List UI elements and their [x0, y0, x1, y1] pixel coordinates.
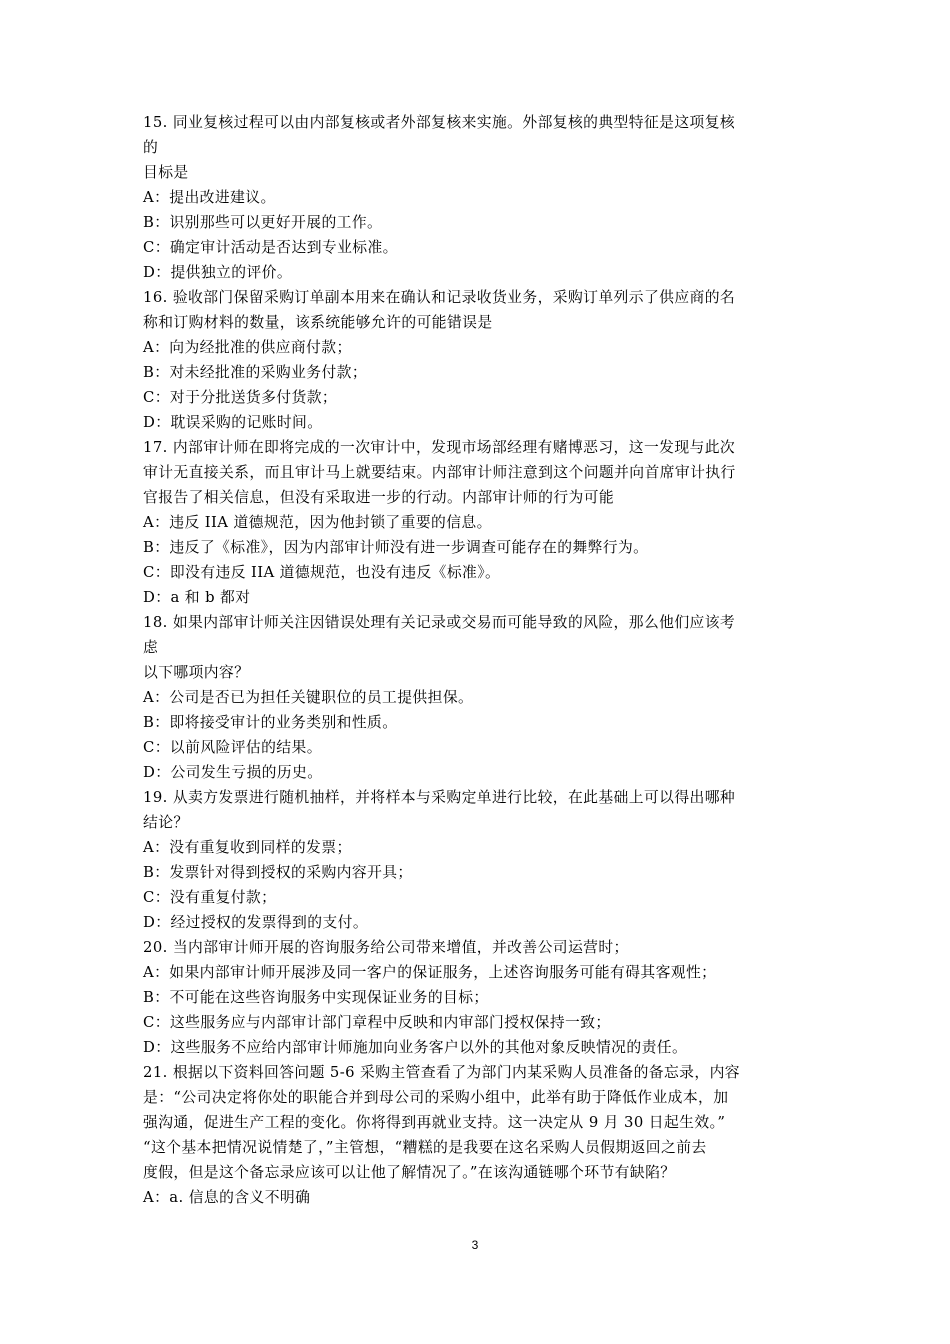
text-line: D：这些服务不应给内部审计师施加向业务客户以外的其他对象反映情况的责任。 — [143, 1039, 688, 1056]
text-line: 18. 如果内部审计师关注因错误处理有关记录或交易而可能导致的风险，那么他们应该考 — [143, 614, 736, 631]
text-line: 15. 同业复核过程可以由内部复核或者外部复核来实施。外部复核的典型特征是这项复核 — [143, 114, 736, 131]
text-line: B：发票针对得到授权的采购内容开具； — [143, 864, 413, 881]
text-line: 强沟通，促进生产工程的变化。你将得到再就业支持。这一决定从 9 月 30 日起生效。” — [143, 1114, 726, 1131]
text-line: A：公司是否已为担任关键职位的员工提供担保。 — [143, 689, 474, 706]
text-line: A：违反 IIA 道德规范，因为他封锁了重要的信息。 — [143, 514, 492, 531]
page-number: 3 — [471, 1238, 479, 1252]
text-line: A：提出改进建议。 — [143, 189, 276, 206]
text-line: D：耽误采购的记账时间。 — [143, 414, 323, 431]
text-line: B：违反了《标准》，因为内部审计师没有进一步调查可能存在的舞弊行为。 — [143, 539, 649, 556]
text-line: C：即没有违反 IIA 道德规范，也没有违反《标准》。 — [143, 564, 501, 581]
text-line: 20. 当内部审计师开展的咨询服务给公司带来增值，并改善公司运营时； — [143, 939, 629, 956]
text-line: C：确定审计活动是否达到专业标准。 — [143, 239, 398, 256]
text-line: D：公司发生亏损的历史。 — [143, 764, 323, 781]
text-line: A：如果内部审计师开展涉及同一客户的保证服务，上述咨询服务可能有碍其客观性； — [143, 964, 717, 981]
text-line: 以下哪项内容？ — [143, 664, 250, 681]
text-line: 目标是 — [143, 164, 189, 181]
text-line: 结论？ — [143, 814, 189, 831]
text-line: 17. 内部审计师在即将完成的一次审计中，发现市场部经理有赌博恶习，这一发现与此次 — [143, 439, 736, 456]
text-line: 是：“公司决定将你处的职能合并到母公司的采购小组中，此举有助于降低作业成本，加 — [143, 1089, 729, 1106]
text-line: 度假，但是这个备忘录应该可以让他了解情况了。”在该沟通链哪个环节有缺陷？ — [143, 1164, 676, 1181]
text-line: D：提供独立的评价。 — [143, 264, 293, 281]
text-line: 21. 根据以下资料回答问题 5-6 采购主管查看了为部门内某采购人员准备的备忘录，内容 — [143, 1064, 740, 1081]
text-line: 虑 — [143, 639, 159, 656]
text-line: C：这些服务应与内部审计部门章程中反映和内审部门授权保持一致； — [143, 1014, 611, 1031]
text-line: A：a. 信息的含义不明确 — [143, 1189, 311, 1206]
text-line: 16. 验收部门保留采购订单副本用来在确认和记录收货业务，采购订单列示了供应商的名 — [143, 289, 736, 306]
text-line: B：不可能在这些咨询服务中实现保证业务的目标； — [143, 989, 489, 1006]
text-line: C：对于分批送货多付货款； — [143, 389, 338, 406]
text-line: 官报告了相关信息，但没有采取进一步的行动。内部审计师的行为可能 — [143, 489, 615, 506]
text-line: “这个基本把情况说情楚了，”主管想，“糟糕的是我要在这名采购人员假期返回之前去 — [143, 1139, 707, 1156]
page-content — [143, 110, 813, 1210]
text-line: 审计无直接关系，而且审计马上就要结束。内部审计师注意到这个问题并向首席审计执行 — [143, 464, 736, 481]
text-line: 19. 从卖方发票进行随机抽样，并将样本与采购定单进行比较，在此基础上可以得出哪种 — [143, 789, 736, 806]
text-line: D：经过授权的发票得到的支付。 — [143, 914, 369, 931]
text-line: B：对未经批准的采购业务付款； — [143, 364, 368, 381]
text-line: A：向为经批准的供应商付款； — [143, 339, 352, 356]
text-line: A：没有重复收到同样的发票； — [143, 839, 352, 856]
text-line: B：识别那些可以更好开展的工作。 — [143, 214, 383, 231]
text-line: B：即将接受审计的业务类别和性质。 — [143, 714, 398, 731]
text-line: 的 — [143, 139, 159, 156]
text-line: 称和订购材料的数量，该系统能够允许的可能错误是 — [143, 314, 493, 331]
text-line: C：没有重复付款； — [143, 889, 277, 906]
text-line: C：以前风险评估的结果。 — [143, 739, 322, 756]
text-line: D：a 和 b 都对 — [143, 589, 251, 606]
